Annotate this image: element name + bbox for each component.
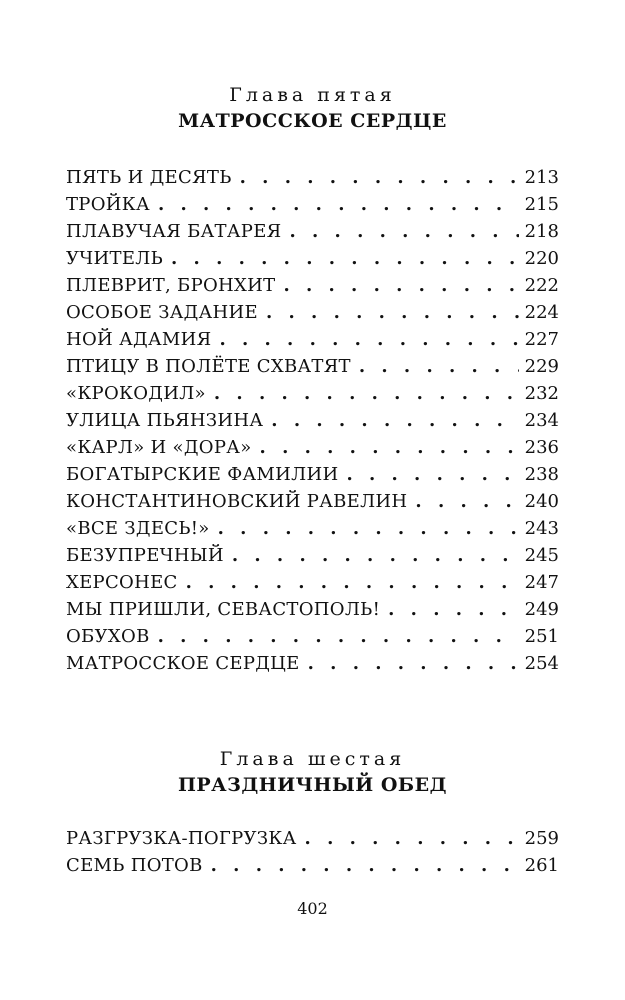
toc-dot-leader <box>232 542 519 569</box>
toc-dot-leader <box>308 650 519 677</box>
toc-entry-page: 247 <box>524 572 559 593</box>
toc-dot-leader <box>305 825 519 852</box>
toc-entry-page: 236 <box>524 437 559 458</box>
toc-entry-page: 218 <box>524 221 559 242</box>
toc-dot-leader <box>260 434 519 461</box>
toc-entry-page: 222 <box>524 275 559 296</box>
toc-entry-title: МЫ ПРИШЛИ, СЕВАСТОПОЛЬ! <box>66 599 381 620</box>
chapter-6-title: ПРАЗДНИЧНЫЙ ОБЕД <box>177 774 448 796</box>
toc-entry <box>66 326 559 353</box>
toc-entry-title: «КАРЛ» И «ДОРА» <box>66 437 252 458</box>
toc-entry-page: 240 <box>524 491 559 512</box>
toc-dot-leader <box>240 164 519 191</box>
toc-entry-page: 251 <box>524 626 559 647</box>
toc-dot-leader <box>289 218 518 245</box>
toc-dot-leader <box>171 245 519 272</box>
page-number: 402 <box>297 899 328 918</box>
toc-entry-title: НОЙ АДАМИЯ <box>66 329 212 350</box>
toc-entry <box>66 299 559 326</box>
toc-entry <box>66 515 559 542</box>
toc-entry-title: БЕЗУПРЕЧНЫЙ <box>66 545 224 566</box>
toc-entry-title: МАТРОССКОЕ СЕРДЦЕ <box>66 653 300 674</box>
toc-entry-page: 254 <box>524 653 559 674</box>
chapter-5-label: Глава пятая <box>229 84 396 106</box>
toc-entry-page: 215 <box>524 194 559 215</box>
toc-entry <box>66 218 559 245</box>
toc-dot-leader <box>415 488 518 515</box>
chapter-6-label: Глава шестая <box>219 748 406 770</box>
chapter-6-toc <box>66 825 559 879</box>
toc-entry <box>66 623 559 650</box>
toc-dot-leader <box>359 353 519 380</box>
toc-dot-leader <box>346 461 518 488</box>
toc-entry <box>66 461 559 488</box>
toc-entry-title: УЛИЦА ПЬЯНЗИНА <box>66 410 264 431</box>
toc-entry-title: ОСОБОЕ ЗАДАНИЕ <box>66 302 258 323</box>
toc-dot-leader <box>218 515 519 542</box>
toc-dot-leader <box>211 852 519 879</box>
toc-entry-title: ПЛАВУЧАЯ БАТАРЕЯ <box>66 221 282 242</box>
toc-entry <box>66 272 559 299</box>
toc-entry-page: 229 <box>524 356 559 377</box>
toc-entry-page: 245 <box>524 545 559 566</box>
toc-entry-page: 227 <box>524 329 559 350</box>
toc-dot-leader <box>158 191 519 218</box>
toc-entry-title: БОГАТЫРСКИЕ ФАМИЛИИ <box>66 464 339 485</box>
toc-entry <box>66 191 559 218</box>
toc-entry-title: ПТИЦУ В ПОЛЁТЕ СХВАТЯТ <box>66 356 351 377</box>
toc-entry-page: 243 <box>524 518 559 539</box>
toc-dot-leader <box>219 326 518 353</box>
toc-entry-page: 249 <box>524 599 559 620</box>
toc-dot-leader <box>283 272 518 299</box>
toc-dot-leader <box>186 569 519 596</box>
toc-entry-title: ПЯТЬ И ДЕСЯТЬ <box>66 167 232 188</box>
toc-dot-leader <box>266 299 519 326</box>
toc-entry-title: СЕМЬ ПОТОВ <box>66 855 203 876</box>
toc-entry-page: 234 <box>524 410 559 431</box>
toc-entry-title: «КРОКОДИЛ» <box>66 383 206 404</box>
chapter-5-toc <box>66 164 559 677</box>
toc-dot-leader <box>158 623 519 650</box>
toc-entry-page: 224 <box>524 302 559 323</box>
toc-entry-title: РАЗГРУЗКА-ПОГРУЗКА <box>66 828 297 849</box>
toc-entry <box>66 488 559 515</box>
toc-entry <box>66 650 559 677</box>
chapter-5-title: МАТРОССКОЕ СЕРДЦЕ <box>178 110 447 132</box>
toc-entry <box>66 569 559 596</box>
toc-entry <box>66 596 559 623</box>
toc-entry-title: КОНСТАНТИНОВСКИЙ РАВЕЛИН <box>66 491 408 512</box>
toc-entry <box>66 164 559 191</box>
toc-entry-page: 220 <box>524 248 559 269</box>
toc-entry <box>66 542 559 569</box>
toc-entry <box>66 353 559 380</box>
toc-entry-title: «ВСЕ ЗДЕСЬ!» <box>66 518 210 539</box>
toc-dot-leader <box>271 407 518 434</box>
toc-dot-leader <box>388 596 519 623</box>
toc-entry-title: ПЛЕВРИТ, БРОНХИТ <box>66 275 276 296</box>
toc-entry <box>66 825 559 852</box>
toc-entry-page: 261 <box>524 855 559 876</box>
toc-entry <box>66 434 559 461</box>
toc-dot-leader <box>214 380 519 407</box>
toc-entry <box>66 407 559 434</box>
toc-entry-page: 213 <box>524 167 559 188</box>
toc-entry-title: УЧИТЕЛЬ <box>66 248 164 269</box>
toc-entry <box>66 852 559 879</box>
toc-entry-page: 232 <box>524 383 559 404</box>
toc-entry-page: 259 <box>524 828 559 849</box>
toc-entry <box>66 245 559 272</box>
toc-entry <box>66 380 559 407</box>
toc-entry-title: ОБУХОВ <box>66 626 150 647</box>
toc-entry-title: ТРОЙКА <box>66 194 150 215</box>
toc-entry-title: ХЕРСОНЕС <box>66 572 178 593</box>
toc-entry-page: 238 <box>524 464 559 485</box>
